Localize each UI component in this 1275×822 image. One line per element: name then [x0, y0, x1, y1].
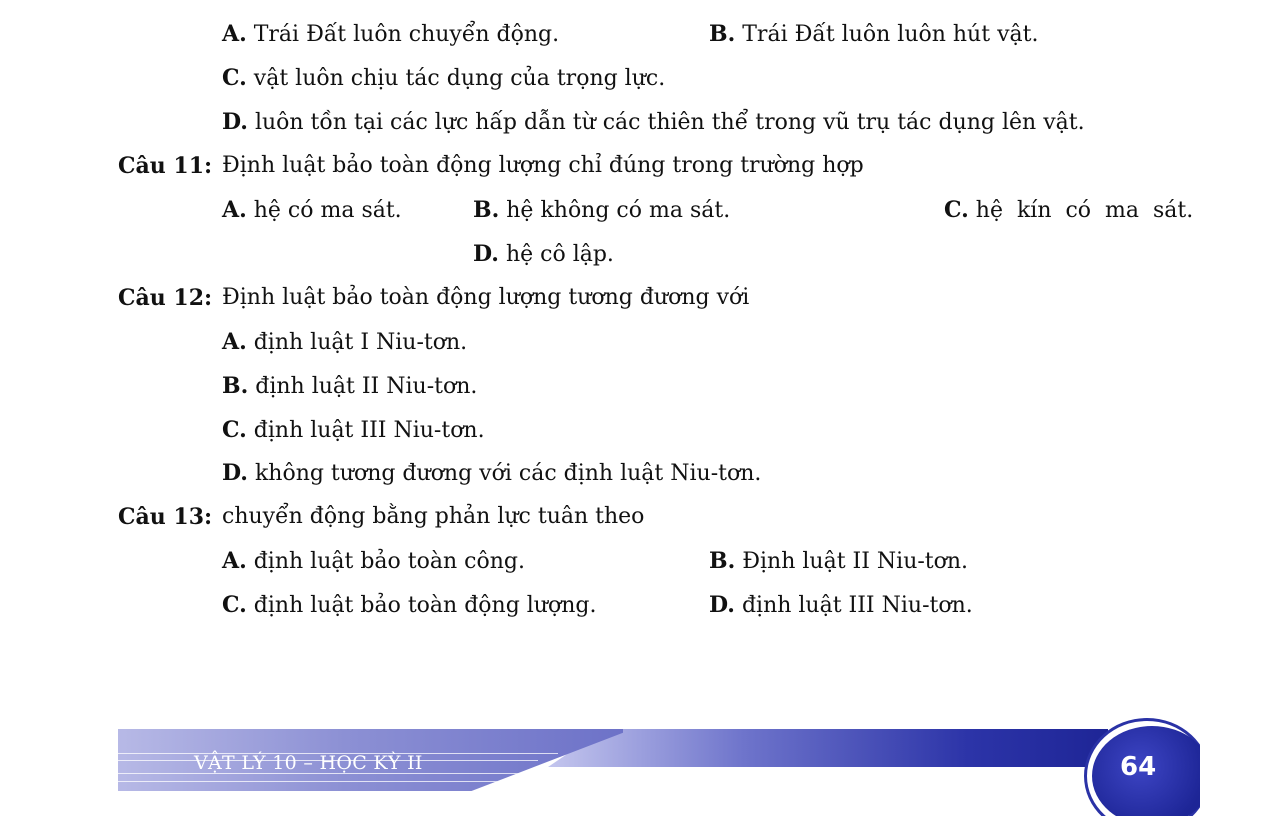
- q10-option-a-text: Trái Đất luôn chuyển động.: [246, 22, 560, 47]
- q13-option-c: [222, 591, 596, 620]
- q12-option-c-text: định luật III Niu-tơn.: [246, 418, 485, 443]
- q12-stem: Định luật bảo toàn động lượng tương đương với: [222, 285, 750, 310]
- q12-option-b-key: B.: [222, 373, 249, 399]
- q12-option-b: [222, 372, 477, 401]
- q13-option-d-key: D.: [709, 592, 735, 618]
- q13-option-b: [709, 547, 968, 576]
- q13-option-b-key: B.: [709, 548, 736, 574]
- page-number-badge: [1080, 716, 1200, 816]
- q12-option-a-text: định luật I Niu-tơn.: [246, 330, 468, 355]
- q10-option-c-key: C.: [222, 65, 247, 91]
- q11-option-b-key: B.: [473, 197, 500, 223]
- q12-number: Câu 12:: [118, 285, 213, 311]
- q13-option-c-key: C.: [222, 592, 247, 618]
- q10-option-d: [222, 108, 1085, 137]
- q10-option-a-key: A.: [222, 21, 247, 47]
- q11-stem: Định luật bảo toàn động lượng chỉ đúng trong trường hợp: [222, 153, 864, 178]
- q12-option-d-key: D.: [222, 460, 248, 486]
- q12-option-d-text: không tương đương với các định luật Niu-tơn.: [247, 461, 762, 486]
- q11-option-b-text: hệ không có ma sát.: [499, 198, 731, 223]
- q13-option-d: [709, 591, 973, 620]
- q10-option-d-text: luôn tồn tại các lực hấp dẫn từ các thiên thể trong vũ trụ tác dụng lên vật.: [247, 110, 1085, 135]
- page-number: 64: [1120, 752, 1157, 782]
- q13-option-a-key: A.: [222, 548, 247, 574]
- q11-number: Câu 11:: [118, 153, 213, 179]
- q10-option-a: [222, 20, 559, 49]
- q10-option-b: [709, 20, 1038, 49]
- q10-option-d-key: D.: [222, 109, 248, 135]
- q10-option-b-text: Trái Đất luôn luôn hút vật.: [735, 22, 1039, 47]
- q10-option-c: [222, 64, 665, 93]
- q11-option-d-text: hệ cô lập.: [498, 242, 614, 267]
- q12-option-b-text: định luật II Niu-tơn.: [248, 374, 478, 399]
- q10-option-c-text: vật luôn chịu tác dụng của trọng lực.: [246, 66, 666, 91]
- q12-option-d: [222, 459, 761, 488]
- q11-option-b: [473, 196, 730, 225]
- q12-option-a-key: A.: [222, 329, 247, 355]
- q12-option-c-key: C.: [222, 417, 247, 443]
- q12-option-a: [222, 328, 467, 357]
- q13-option-b-text: Định luật II Niu-tơn.: [735, 549, 969, 574]
- cutoff-previous-line: [230, 0, 630, 4]
- q11-option-a: [222, 196, 402, 225]
- q12-option-c: [222, 416, 485, 445]
- q11-option-d: [473, 240, 614, 269]
- q11-option-d-key: D.: [473, 241, 499, 267]
- q13-option-d-text: định luật III Niu-tơn.: [734, 593, 973, 618]
- q11-option-a-text: hệ có ma sát.: [246, 198, 402, 223]
- q13-option-c-text: định luật bảo toàn động lượng.: [246, 593, 597, 618]
- footer-band-right: [548, 729, 1108, 767]
- q13-number: Câu 13:: [118, 504, 213, 530]
- q11-option-a-key: A.: [222, 197, 247, 223]
- q11-option-c: [944, 196, 1193, 225]
- page-footer: [118, 716, 1184, 816]
- q13-stem: chuyển động bằng phản lực tuân theo: [222, 504, 645, 529]
- q11-option-c-text: hệ kín có ma sát.: [968, 198, 1194, 223]
- q10-option-b-key: B.: [709, 21, 736, 47]
- footer-title: VẬT LÝ 10 – HỌC KỲ II: [194, 752, 423, 774]
- q13-option-a: [222, 547, 525, 576]
- q11-option-c-key: C.: [944, 197, 969, 223]
- q13-option-a-text: định luật bảo toàn công.: [246, 549, 525, 574]
